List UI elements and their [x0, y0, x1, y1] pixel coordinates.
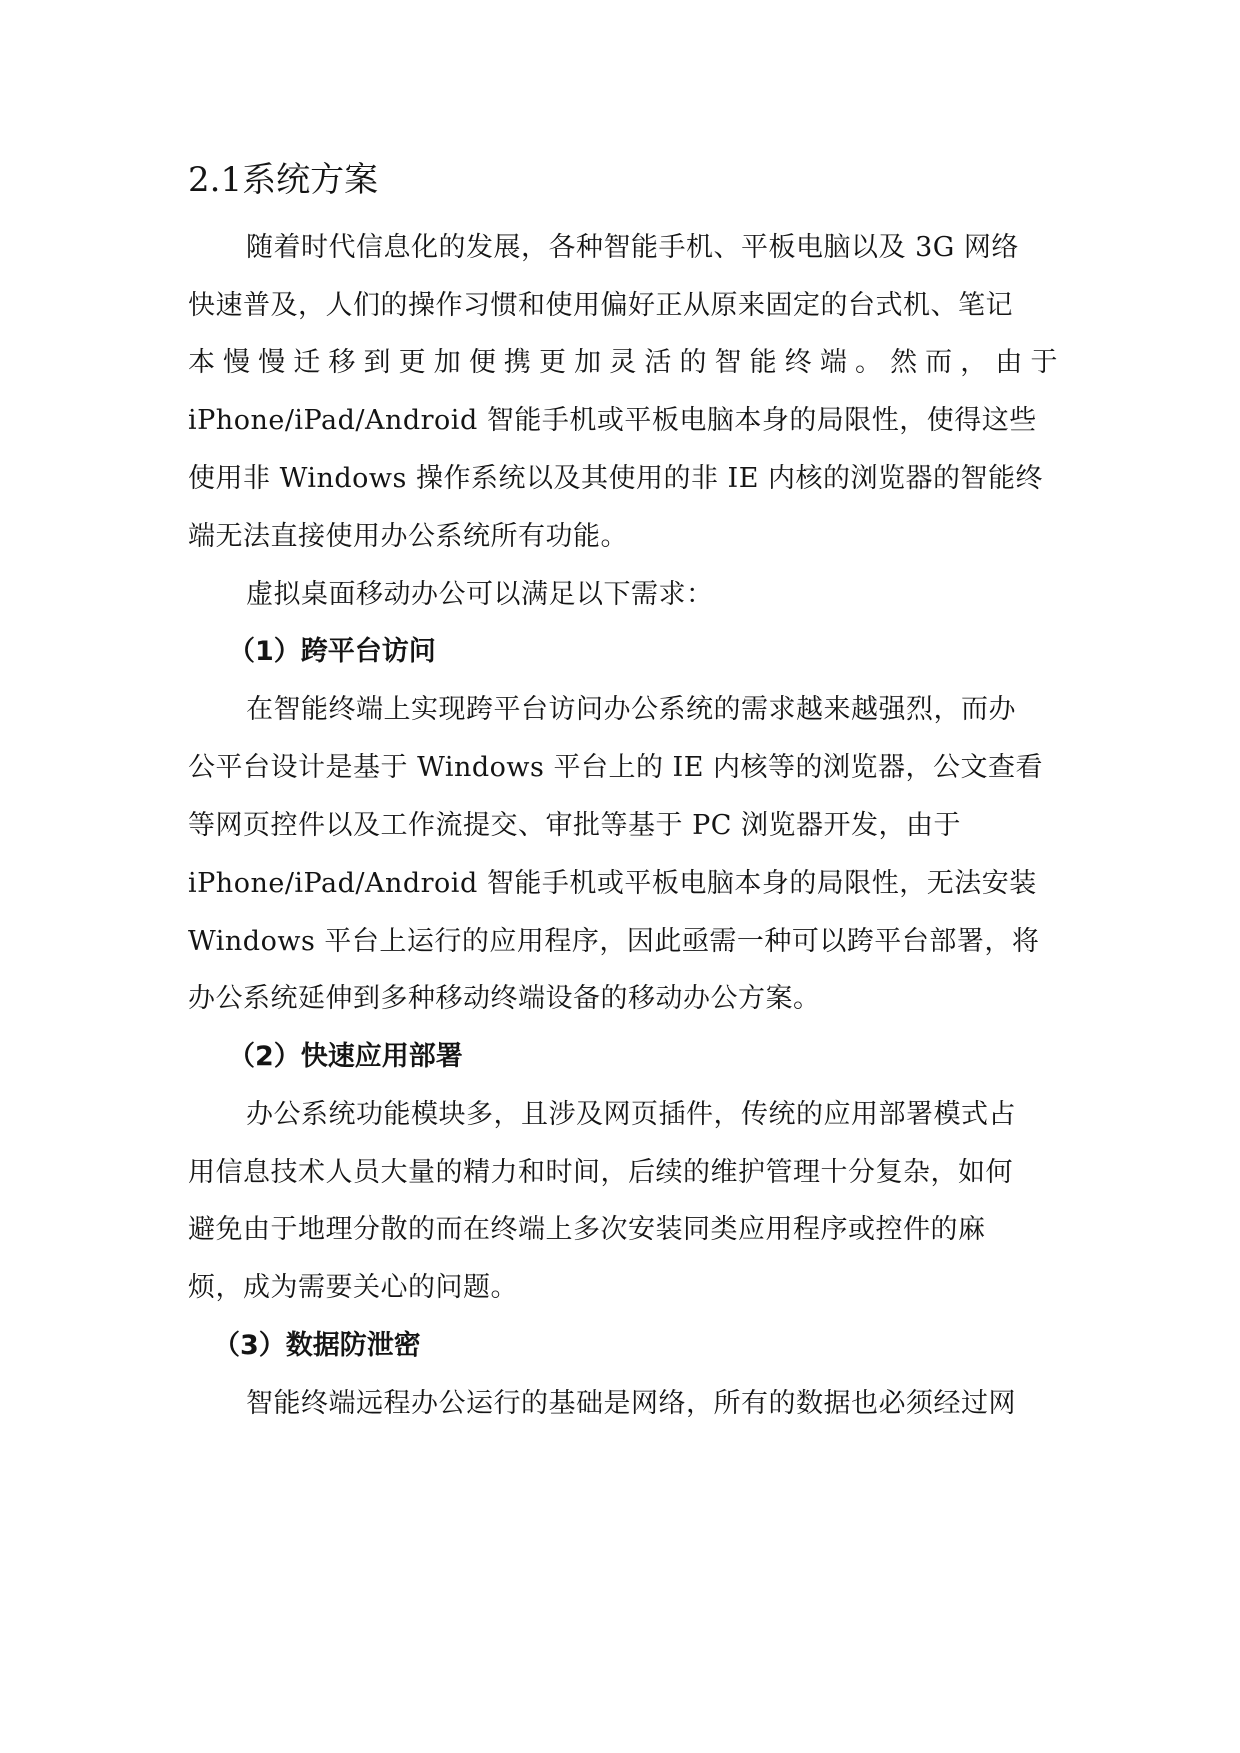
intro-line-4: iPhone/iPad/Android 智能手机或平板电脑本身的局限性，使得这些 [188, 405, 1037, 436]
item-1-line-2: 公平台设计是基于 Windows 平台上的 IE 内核等的浏览器，公文查看 [188, 752, 1044, 783]
intro-line-2: 快速普及，人们的操作习惯和使用偏好正从原来固定的台式机、笔记 [188, 290, 1013, 321]
section-title: 2.1系统方案 [188, 160, 379, 200]
intro-lead: 虚拟桌面移动办公可以满足以下需求： [246, 579, 714, 610]
item-1-line-3: 等网页控件以及工作流提交、审批等基于 PC 浏览器开发，由于 [188, 810, 961, 841]
item-3-line-1: 智能终端远程办公运行的基础是网络，所有的数据也必须经过网 [246, 1388, 1016, 1419]
item-2-line-1: 办公系统功能模块多，且涉及网页插件，传统的应用部署模式占 [246, 1099, 1016, 1130]
item-1-line-5: Windows 平台上运行的应用程序，因此亟需一种可以跨平台部署，将 [188, 926, 1040, 957]
item-1-line-1: 在智能终端上实现跨平台访问办公系统的需求越来越强烈，而办 [246, 694, 1016, 725]
item-1-heading: （1）跨平台访问 [228, 636, 436, 667]
item-1-line-4: iPhone/iPad/Android 智能手机或平板电脑本身的局限性，无法安装 [188, 868, 1037, 899]
intro-line-5: 使用非 Windows 操作系统以及其使用的非 IE 内核的浏览器的智能终 [188, 463, 1044, 494]
item-2-line-3: 避免由于地理分散的而在终端上多次安装同类应用程序或控件的麻 [188, 1214, 986, 1245]
intro-line-1: 随着时代信息化的发展，各种智能手机、平板电脑以及 3G 网络 [246, 232, 1019, 263]
intro-line-6: 端无法直接使用办公系统所有功能。 [188, 521, 628, 552]
item-2-line-2: 用信息技术人员大量的精力和时间，后续的维护管理十分复杂，如何 [188, 1157, 1013, 1188]
item-3-heading: （3）数据防泄密 [213, 1330, 421, 1361]
item-1-line-6: 办公系统延伸到多种移动终端设备的移动办公方案。 [188, 983, 821, 1014]
intro-line-3: 本慢慢迁移到更加便携更加灵活的智能终端。然而，由于 [188, 347, 1058, 378]
item-2-line-4: 烦，成为需要关心的问题。 [188, 1272, 518, 1303]
item-2-heading: （2）快速应用部署 [228, 1041, 463, 1072]
